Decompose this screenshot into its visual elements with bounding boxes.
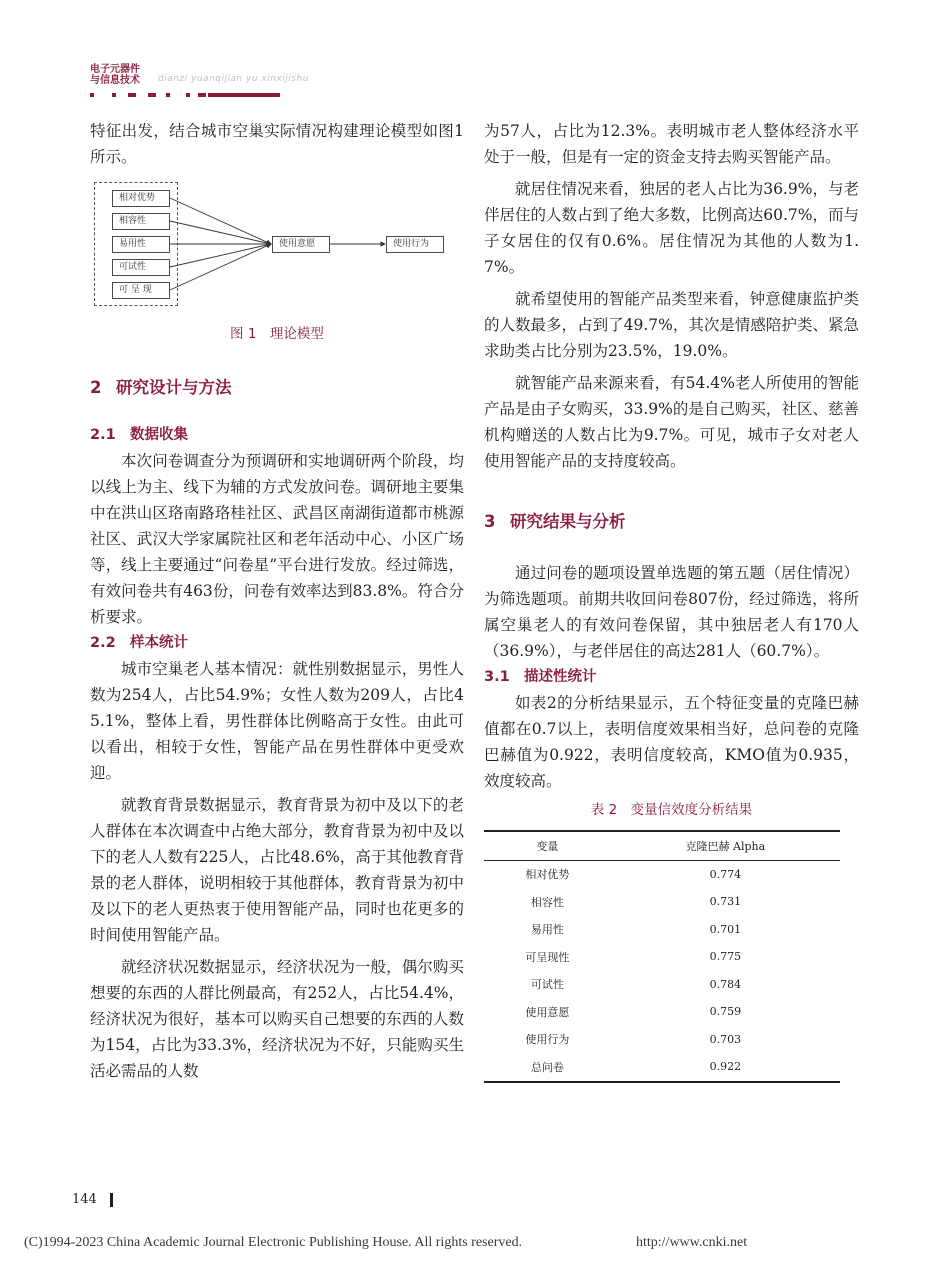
section-3-number: 3: [484, 512, 496, 531]
arrow-2: [170, 221, 271, 244]
intro-paragraph: 特征出发，结合城市空巢实际情况构建理论模型如图1所示。: [90, 122, 464, 166]
table-cell-variable: 可试性: [530, 978, 564, 992]
figure-arrows: [90, 180, 464, 320]
section-2-heading: [90, 374, 464, 398]
figure-box-ease-of-use: 易用性: [112, 236, 170, 253]
header-dot: [112, 93, 116, 97]
paragraph-product-source: 就智能产品来源来看，有54.4%老人所使用的智能产品是由子女购买，33.9%的是自己购买，社区、慈善机构赠送的人数占比为9.7%。可见，城市子女对老人使用智能产品的支持度较高。: [484, 374, 859, 470]
figure-box-intention: 使用意愿: [272, 236, 330, 253]
paragraph-descriptive: 如表2的分析结果显示，五个特征变量的克隆巴赫值都在0.7以上，表明信度效果相当好，总问卷的克隆巴赫值为0.922，表明信度较高，KMO值为0.935，效度较高。: [484, 694, 859, 790]
journal-name-line2: 与信息技术: [90, 75, 140, 86]
figure-theory-model: [90, 180, 464, 320]
figure-box-behavior: 使用行为: [386, 236, 444, 253]
arrow-4: [170, 244, 271, 267]
table-row: [484, 1053, 840, 1082]
figure-box-trialability: 可试性: [112, 259, 170, 276]
subsection-3-1-number: 3.1: [484, 669, 510, 685]
header-dot: [132, 93, 136, 97]
table-row: [484, 860, 840, 888]
table-cell-alpha: 0.774: [709, 867, 742, 881]
table-cell-alpha: 0.775: [709, 950, 742, 964]
figure-caption: 图 1 理论模型: [230, 326, 324, 342]
paragraph-screening: 通过问卷的题项设置单选题的第五题（居住情况）为筛选题项。前期共收回问卷807份，经过筛选，将所属空巢老人的有效问卷保留，其中独居老人有170人（36.9%），与老伴居住的高达281人（60.7%）。: [484, 564, 859, 660]
table-row: [484, 971, 840, 999]
journal-logo: [90, 64, 150, 86]
table-cell-variable: 相对优势: [525, 868, 570, 882]
table-caption: 表 2 变量信效度分析结果: [590, 802, 753, 818]
figure-box-compatibility: 相容性: [112, 213, 170, 230]
header-dot: [90, 93, 94, 97]
reliability-table: [484, 830, 840, 1083]
subsection-2-2-heading: [90, 630, 464, 656]
paragraph-economy-cont: 为57人，占比为12.3%。表明城市老人整体经济水平处于一般，但是有一定的资金支持去购买智能产品。: [484, 122, 859, 166]
table-cell-variable: 易用性: [530, 923, 564, 937]
table-header-variable: 变量: [536, 839, 559, 853]
paragraph-education: 就教育背景数据显示，教育背景为初中及以下的老人群体在本次调查中占绝大部分，教育背景为初中及以下的老人人数有225人，占比48.6%，高于其他教育背景的老人群体，说明相较于其他群体，教育背景为初中及以下的老人更热衷于使用智能产品，同时也花更多的时间使用智能产品。: [90, 796, 464, 944]
journal-name-line1: 电子元器件: [90, 64, 140, 75]
table-cell-variable: 相容性: [530, 895, 564, 909]
table-row: [484, 998, 840, 1026]
header-dot: [152, 93, 156, 97]
subsection-2-1-heading: [90, 422, 464, 448]
paragraph-living: 就居住情况来看，独居的老人占比为36.9%，与老伴居住的人数占到了绝大多数，比例高达60.7%，而与子女居住的仅有0.6%。居住情况为其他的人数为1.7%。: [484, 180, 859, 276]
section-2-number: 2: [90, 378, 102, 397]
subsection-2-2-number: 2.2: [90, 635, 116, 651]
copyright-url[interactable]: http://www.cnki.net: [636, 1235, 748, 1250]
header-dot: [166, 93, 170, 97]
table-cell-variable: 使用意愿: [525, 1005, 570, 1019]
arrow-1: [170, 198, 271, 244]
journal-pinyin: dianzi yuanqijian yu xinxijishu: [158, 74, 309, 84]
table-cell-alpha: 0.922: [709, 1060, 742, 1074]
copyright-notice: (C)1994-2023 China Academic Journal Electronic Publishing House. All rights reserved.: [24, 1235, 523, 1250]
table-row: [484, 943, 840, 971]
subsection-2-1-number: 2.1: [90, 427, 116, 443]
subsection-2-2-title: 样本统计: [130, 635, 188, 651]
table-header-alpha: 克隆巴赫 Alpha: [685, 839, 766, 853]
table-row: [484, 1026, 840, 1054]
right-column: [484, 118, 859, 1083]
table-cell-alpha: 0.701: [709, 922, 742, 936]
section-2-title: 研究设计与方法: [116, 378, 232, 397]
figure-box-relative-advantage: 相对优势: [112, 190, 170, 207]
subsection-3-1-title: 描述性统计: [524, 669, 597, 685]
table-cell-variable: 可呈现性: [525, 950, 570, 964]
page-number: 144: [72, 1192, 97, 1207]
table-cell-variable: 总问卷: [530, 1060, 564, 1074]
table-cell-alpha: 0.784: [709, 977, 742, 991]
table-header-row: [484, 831, 840, 860]
header-dot: [186, 93, 190, 97]
table-row: [484, 916, 840, 944]
subsection-2-1-title: 数据收集: [130, 427, 188, 443]
paragraph-economy: 就经济状况数据显示，经济状况为一般，偶尔购买想要的东西的人群比例最高，有252人，占比54.4%，经济状况为很好，基本可以购买自己想要的东西的人数为154，占比为33.3%，经济状况为不好，只能购买生活必需品的人数: [90, 958, 464, 1080]
section-3-heading: [484, 508, 859, 532]
figure-box-observability: 可 呈 现: [112, 282, 170, 299]
table-cell-alpha: 0.703: [709, 1032, 742, 1046]
page-number-bar: [110, 1193, 113, 1207]
paragraph-data-collection: 本次问卷调查分为预调研和实地调研两个阶段，均以线上为主、线下为辅的方式发放问卷。调研地主要集中在洪山区珞南路珞桂社区、武昌区南湖街道都市桃源社区、武汉大学家属院社区和老年活动中心、小区广场等，线上主要通过“问卷星”平台进行发放。经过筛选，有效问卷共有463份，问卷有效率达到83.8%。符合分析要求。: [90, 452, 464, 626]
header-dot: [276, 93, 280, 97]
table-row: [484, 888, 840, 916]
left-column: [90, 118, 464, 1084]
table-cell-alpha: 0.759: [709, 1005, 742, 1019]
table-cell-variable: 使用行为: [525, 1033, 570, 1047]
paragraph-gender: 城市空巢老人基本情况：就性别数据显示，男性人数为254人，占比54.9%；女性人数为209人，占比45.1%，整体上看，男性群体比例略高于女性。由此可以看出，相较于女性，智能产品在男性群体中更受欢迎。: [90, 660, 464, 782]
arrow-5: [170, 244, 271, 290]
header-dot: [202, 93, 206, 97]
table-cell-alpha: 0.731: [709, 895, 742, 909]
subsection-3-1-heading: [484, 664, 859, 690]
section-3-title: 研究结果与分析: [510, 512, 626, 531]
paragraph-product-type: 就希望使用的智能产品类型来看，钟意健康监护类的人数最多，占到了49.7%，其次是情感陪护类、紧急求助类占比分别为23.5%，19.0%。: [484, 290, 859, 360]
